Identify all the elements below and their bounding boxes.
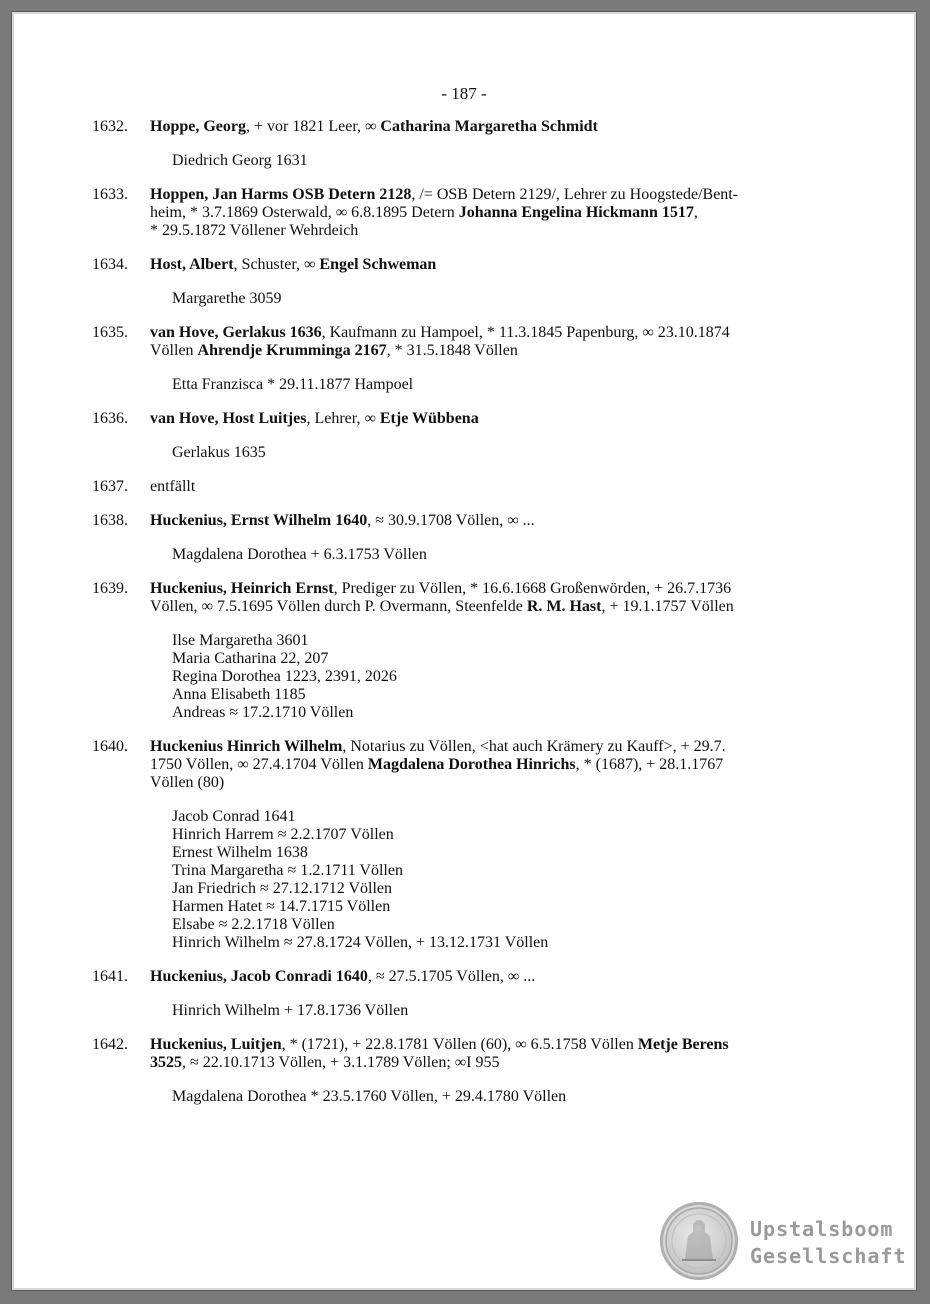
document-page xyxy=(14,14,914,1288)
logo-line-1: Upstalsboom xyxy=(750,1217,894,1241)
entry-text: , * 31.5.1848 Völlen xyxy=(386,342,518,359)
entry-number: 1635. xyxy=(92,324,128,341)
entry-number: 1640. xyxy=(92,738,128,755)
entry-heading xyxy=(150,580,862,616)
entry xyxy=(92,580,862,722)
entry-text: , Schuster, ∞ xyxy=(233,256,320,273)
entry-heading xyxy=(150,410,862,428)
entry xyxy=(92,324,862,394)
children-list xyxy=(150,1088,862,1106)
person-name: Huckenius, Jacob Conradi 1640 xyxy=(150,968,368,985)
child-line: Trina Margaretha ≈ 1.2.1711 Völlen xyxy=(172,862,403,879)
children-list xyxy=(150,376,862,394)
child-line: Hinrich Wilhelm ≈ 27.8.1724 Völlen, + 13.12.1731 Völlen xyxy=(172,934,549,951)
entry-heading xyxy=(150,968,862,986)
entry-number: 1632. xyxy=(92,118,128,135)
entry-heading xyxy=(150,512,862,530)
entry-number: 1642. xyxy=(92,1036,128,1053)
entry-text: Völlen xyxy=(150,342,198,359)
child-line: Anna Elisabeth 1185 xyxy=(172,686,306,703)
person-name: Hoppen, Jan Harms OSB Detern 2128 xyxy=(150,186,412,203)
person-name: Etje Wübbena xyxy=(379,410,479,427)
entry-text: heim, * 3.7.1869 Osterwald, ∞ 6.8.1895 Detern xyxy=(150,204,459,221)
page-number: - 187 - xyxy=(441,84,487,103)
entry xyxy=(92,256,862,308)
person-name: Huckenius Hinrich Wilhelm xyxy=(150,738,343,755)
entry-heading xyxy=(150,324,862,360)
entry-text: Völlen (80) xyxy=(150,774,225,791)
entry-heading xyxy=(150,478,862,496)
person-name: Engel Schweman xyxy=(319,256,437,273)
entry xyxy=(92,738,862,952)
child-line: Hinrich Harrem ≈ 2.2.1707 Völlen xyxy=(172,826,394,843)
entry-text: , ≈ 27.5.1705 Völlen, ∞ ... xyxy=(367,968,536,985)
entry-text: , * (1687), + 28.1.1767 xyxy=(575,756,724,773)
person-name: 3525 xyxy=(150,1054,182,1071)
seal-icon xyxy=(660,1202,738,1280)
entry-heading xyxy=(150,256,862,274)
child-line: Etta Franzisca * 29.11.1877 Hampoel xyxy=(172,376,414,393)
entry-text: * 29.5.1872 Völlener Wehrdeich xyxy=(150,222,359,239)
child-line: Jan Friedrich ≈ 27.12.1712 Völlen xyxy=(172,880,393,897)
entry-text: , + vor 1821 Leer, ∞ xyxy=(246,118,381,135)
entry-text: , /= OSB Detern 2129/, Lehrer zu Hoogstede/Bent- xyxy=(411,186,739,203)
person-name: Huckenius, Luitjen xyxy=(150,1036,282,1053)
logo-text xyxy=(750,1216,907,1270)
children-list xyxy=(150,290,862,308)
entry-heading xyxy=(150,186,862,240)
entry-number: 1634. xyxy=(92,256,128,273)
child-line: Maria Catharina 22, 207 xyxy=(172,650,329,667)
entry-text: 1750 Völlen, ∞ 27.4.1704 Völlen xyxy=(150,756,368,773)
entry xyxy=(92,410,862,462)
person-name: Magdalena Dorothea Hinrichs xyxy=(367,756,576,773)
person-name: van Hove, Gerlakus 1636 xyxy=(150,324,322,341)
person-name: Hoppe, Georg xyxy=(150,118,246,135)
children-list xyxy=(150,444,862,462)
entry-heading xyxy=(150,1036,862,1072)
person-name: Ahrendje Krumminga 2167 xyxy=(197,342,387,359)
person-name: Huckenius, Ernst Wilhelm 1640 xyxy=(150,512,368,529)
children-list xyxy=(150,808,862,952)
entry xyxy=(92,512,862,564)
entry-number: 1639. xyxy=(92,580,128,597)
entry-text: , Lehrer, ∞ xyxy=(306,410,380,427)
entry-number: 1636. xyxy=(92,410,128,427)
person-name: R. M. Hast xyxy=(526,598,602,615)
child-line: Hinrich Wilhelm + 17.8.1736 Völlen xyxy=(172,1002,409,1019)
child-line: Jacob Conrad 1641 xyxy=(172,808,296,825)
entry-number: 1641. xyxy=(92,968,128,985)
child-line: Harmen Hatet ≈ 14.7.1715 Völlen xyxy=(172,898,391,915)
entry-heading xyxy=(150,738,862,792)
entry-text: entfällt xyxy=(150,478,196,495)
entry-text: , Notarius zu Völlen, <hat auch Krämery zu Kauff>, + 29.7. xyxy=(342,738,726,755)
child-line: Magdalena Dorothea * 23.5.1760 Völlen, + 29.4.1780 Völlen xyxy=(172,1088,567,1105)
entry-number: 1633. xyxy=(92,186,128,203)
entry xyxy=(92,968,862,1020)
entry-number: 1638. xyxy=(92,512,128,529)
entry-heading xyxy=(150,118,862,136)
children-list xyxy=(150,1002,862,1020)
child-line: Margarethe 3059 xyxy=(172,290,282,307)
children-list xyxy=(150,152,862,170)
child-line: Ilse Margaretha 3601 xyxy=(172,632,309,649)
entry-text: , Prediger zu Völlen, * 16.6.1668 Großenwörden, + 26.7.1736 xyxy=(333,580,732,597)
child-line: Diedrich Georg 1631 xyxy=(172,152,308,169)
person-name: van Hove, Host Luitjes xyxy=(150,410,307,427)
entry xyxy=(92,1036,862,1106)
child-line: Ernest Wilhelm 1638 xyxy=(172,844,308,861)
entry xyxy=(92,186,862,240)
entry-text: , ≈ 22.10.1713 Völlen, + 3.1.1789 Völlen; ∞I 955 xyxy=(182,1054,500,1071)
person-name: Metje Berens xyxy=(637,1036,729,1053)
entry-text: , + 19.1.1757 Völlen xyxy=(601,598,734,615)
logo-line-2: Gesellschaft xyxy=(750,1244,907,1268)
children-list xyxy=(150,632,862,722)
person-name: Johanna Engelina Hickmann 1517 xyxy=(458,204,694,221)
child-line: Gerlakus 1635 xyxy=(172,444,266,461)
entry xyxy=(92,478,862,496)
entry-number: 1637. xyxy=(92,478,128,495)
children-list xyxy=(150,546,862,564)
child-line: Andreas ≈ 17.2.1710 Völlen xyxy=(172,704,354,721)
person-name: Host, Albert xyxy=(150,256,234,273)
child-line: Regina Dorothea 1223, 2391, 2026 xyxy=(172,668,397,685)
entry-text: , ≈ 30.9.1708 Völlen, ∞ ... xyxy=(367,512,535,529)
upstalsboom-logo xyxy=(660,1202,908,1282)
genealogy-entries xyxy=(92,118,862,1122)
child-line: Elsabe ≈ 2.2.1718 Völlen xyxy=(172,916,335,933)
person-name: Huckenius, Heinrich Ernst xyxy=(150,580,334,597)
child-line: Magdalena Dorothea + 6.3.1753 Völlen xyxy=(172,546,427,563)
entry-text: , xyxy=(693,204,698,221)
entry xyxy=(92,118,862,170)
entry-text: Völlen, ∞ 7.5.1695 Völlen durch P. Overmann, Steenfelde xyxy=(150,598,527,615)
entry-text: , Kaufmann zu Hampoel, * 11.3.1845 Papenburg, ∞ 23.10.1874 xyxy=(321,324,730,341)
entry-text: , * (1721), + 22.8.1781 Völlen (60), ∞ 6.5.1758 Völlen xyxy=(281,1036,638,1053)
person-name: Catharina Margaretha Schmidt xyxy=(380,118,598,135)
